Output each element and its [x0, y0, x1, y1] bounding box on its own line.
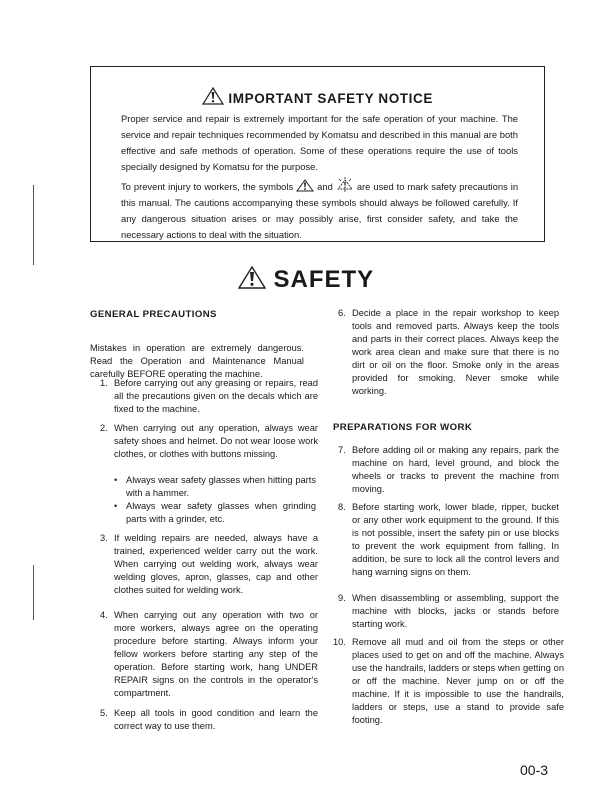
notice-title-text: IMPORTANT SAFETY NOTICE [228, 91, 433, 106]
list-item [338, 444, 559, 496]
bullet-text: Always wear safety glasses when hitting parts with a hammer. [126, 475, 316, 498]
item-number: 3. [100, 533, 108, 543]
notice-text: are used to mark safety precautions in this manual. The cautions accompanying these symbols should always be followed carefully. If any dangerous situation arises or may possibly arise, first consider safety, and take the necessary actions to deal with the situation. [121, 181, 519, 240]
list-item [338, 307, 559, 398]
item-text: Before carrying out any greasing or repairs, read all the precautions given on the decals which are fixed to the machine. [114, 378, 318, 414]
scan-mark [33, 565, 34, 620]
bullet-item [114, 474, 316, 500]
item-number: 2. [100, 423, 108, 433]
item-text: Decide a place in the repair workshop to keep tools and removed parts. Always keep the tools and parts in their correct places. Always keep the work area clean and make sure that there is no dirt or oil on the floor. Smoke only in the areas provided for smoking. Never smoke while working. [352, 308, 559, 396]
item-text: When carrying out any operation, always wear safety shoes and helmet. Do not wear loose work clothes, or clothes with buttons missing. [114, 423, 318, 459]
warning-triangle-icon [238, 266, 266, 289]
warning-triangle-icon [296, 179, 314, 192]
list-item [100, 532, 318, 597]
scan-mark [33, 185, 34, 265]
item-text: If welding repairs are needed, always have a trained, experienced welder carry out the work. When carrying out welding work, always wear welding gloves, apron, glasses, cap and other clothes suited for welding work. [114, 533, 318, 595]
list-item [100, 377, 318, 416]
item-number: 5. [100, 708, 108, 718]
item-text: When carrying out any operation with two or more workers, always agree on the operating procedure before starting. Always inform your fellow workers before starting any step of the operation. Before starting work, hang UNDER REPAIR signs on the controls in the operator's compartment. [114, 610, 318, 698]
item-text: Before starting work, lower blade, ripper, bucket or any other work equipment to the ground. If this is not possible, insert the safety pin or use blocks to prevent the work equipment from falling. In addition, be sure to lock all the control levers and hang warning signs on them. [352, 502, 559, 577]
safety-notice-box [90, 66, 545, 242]
notice-title [91, 87, 544, 106]
page-number: 00-3 [520, 762, 549, 778]
general-precautions-heading: GENERAL PRECAUTIONS [90, 309, 217, 320]
warning-triangle-icon [202, 87, 224, 105]
item-number: 6. [338, 308, 346, 318]
notice-paragraph-2 [121, 177, 518, 243]
notice-text: and [317, 181, 333, 192]
item-number: 8. [338, 502, 346, 512]
item-number: 7. [338, 445, 346, 455]
item-number: 1. [100, 378, 108, 388]
list-item [100, 422, 318, 461]
general-intro: Mistakes in operation are extremely dangerous. Read the Operation and Maintenance Manual carefully BEFORE operating the machine. [90, 343, 304, 379]
item-text: Before adding oil or making any repairs, park the machine on hard, level ground, and block the wheels or tracks to prevent the machine from moving. [352, 445, 559, 494]
list-item [338, 592, 559, 631]
bullet-icon: • [114, 475, 118, 485]
list-item [338, 501, 559, 579]
caution-radiating-triangle-icon [336, 177, 354, 192]
item-number: 10. [333, 637, 346, 647]
item-text: Remove all mud and oil from the steps or other places used to get on and off the machine. Always use the handrails, ladders or steps when getting on or off the machine. Never jump on or off the machine. If it is impossible to use the handrails, ladders or steps, use a stand to provide safe footing. [352, 637, 564, 725]
list-item [100, 609, 318, 700]
preparations-heading: PREPARATIONS FOR WORK [333, 422, 473, 433]
bullet-icon: • [114, 501, 118, 511]
item-text: Keep all tools in good condition and learn the correct way to use them. [114, 708, 318, 731]
list-item [100, 707, 318, 733]
list-item [333, 636, 564, 727]
notice-paragraph-1: Proper service and repair is extremely important for the safe operation of your machine. The service and repair techniques recommended by Komatsu and described in this manual are both effective and safe methods of operation. Some of these operations require the use of tools specially designed by Komatsu for the purpose. [121, 113, 518, 172]
safety-heading [0, 266, 612, 294]
bullet-text: Always wear safety glasses when grinding parts with a grinder, etc. [126, 501, 316, 524]
bullet-item [114, 500, 316, 526]
item-text: When disassembling or assembling, support the machine with blocks, jacks or stands before starting work. [352, 593, 559, 629]
item-number: 9. [338, 593, 346, 603]
item-number: 4. [100, 610, 108, 620]
notice-text: To prevent injury to workers, the symbols [121, 181, 294, 192]
safety-title-text: SAFETY [273, 266, 375, 293]
